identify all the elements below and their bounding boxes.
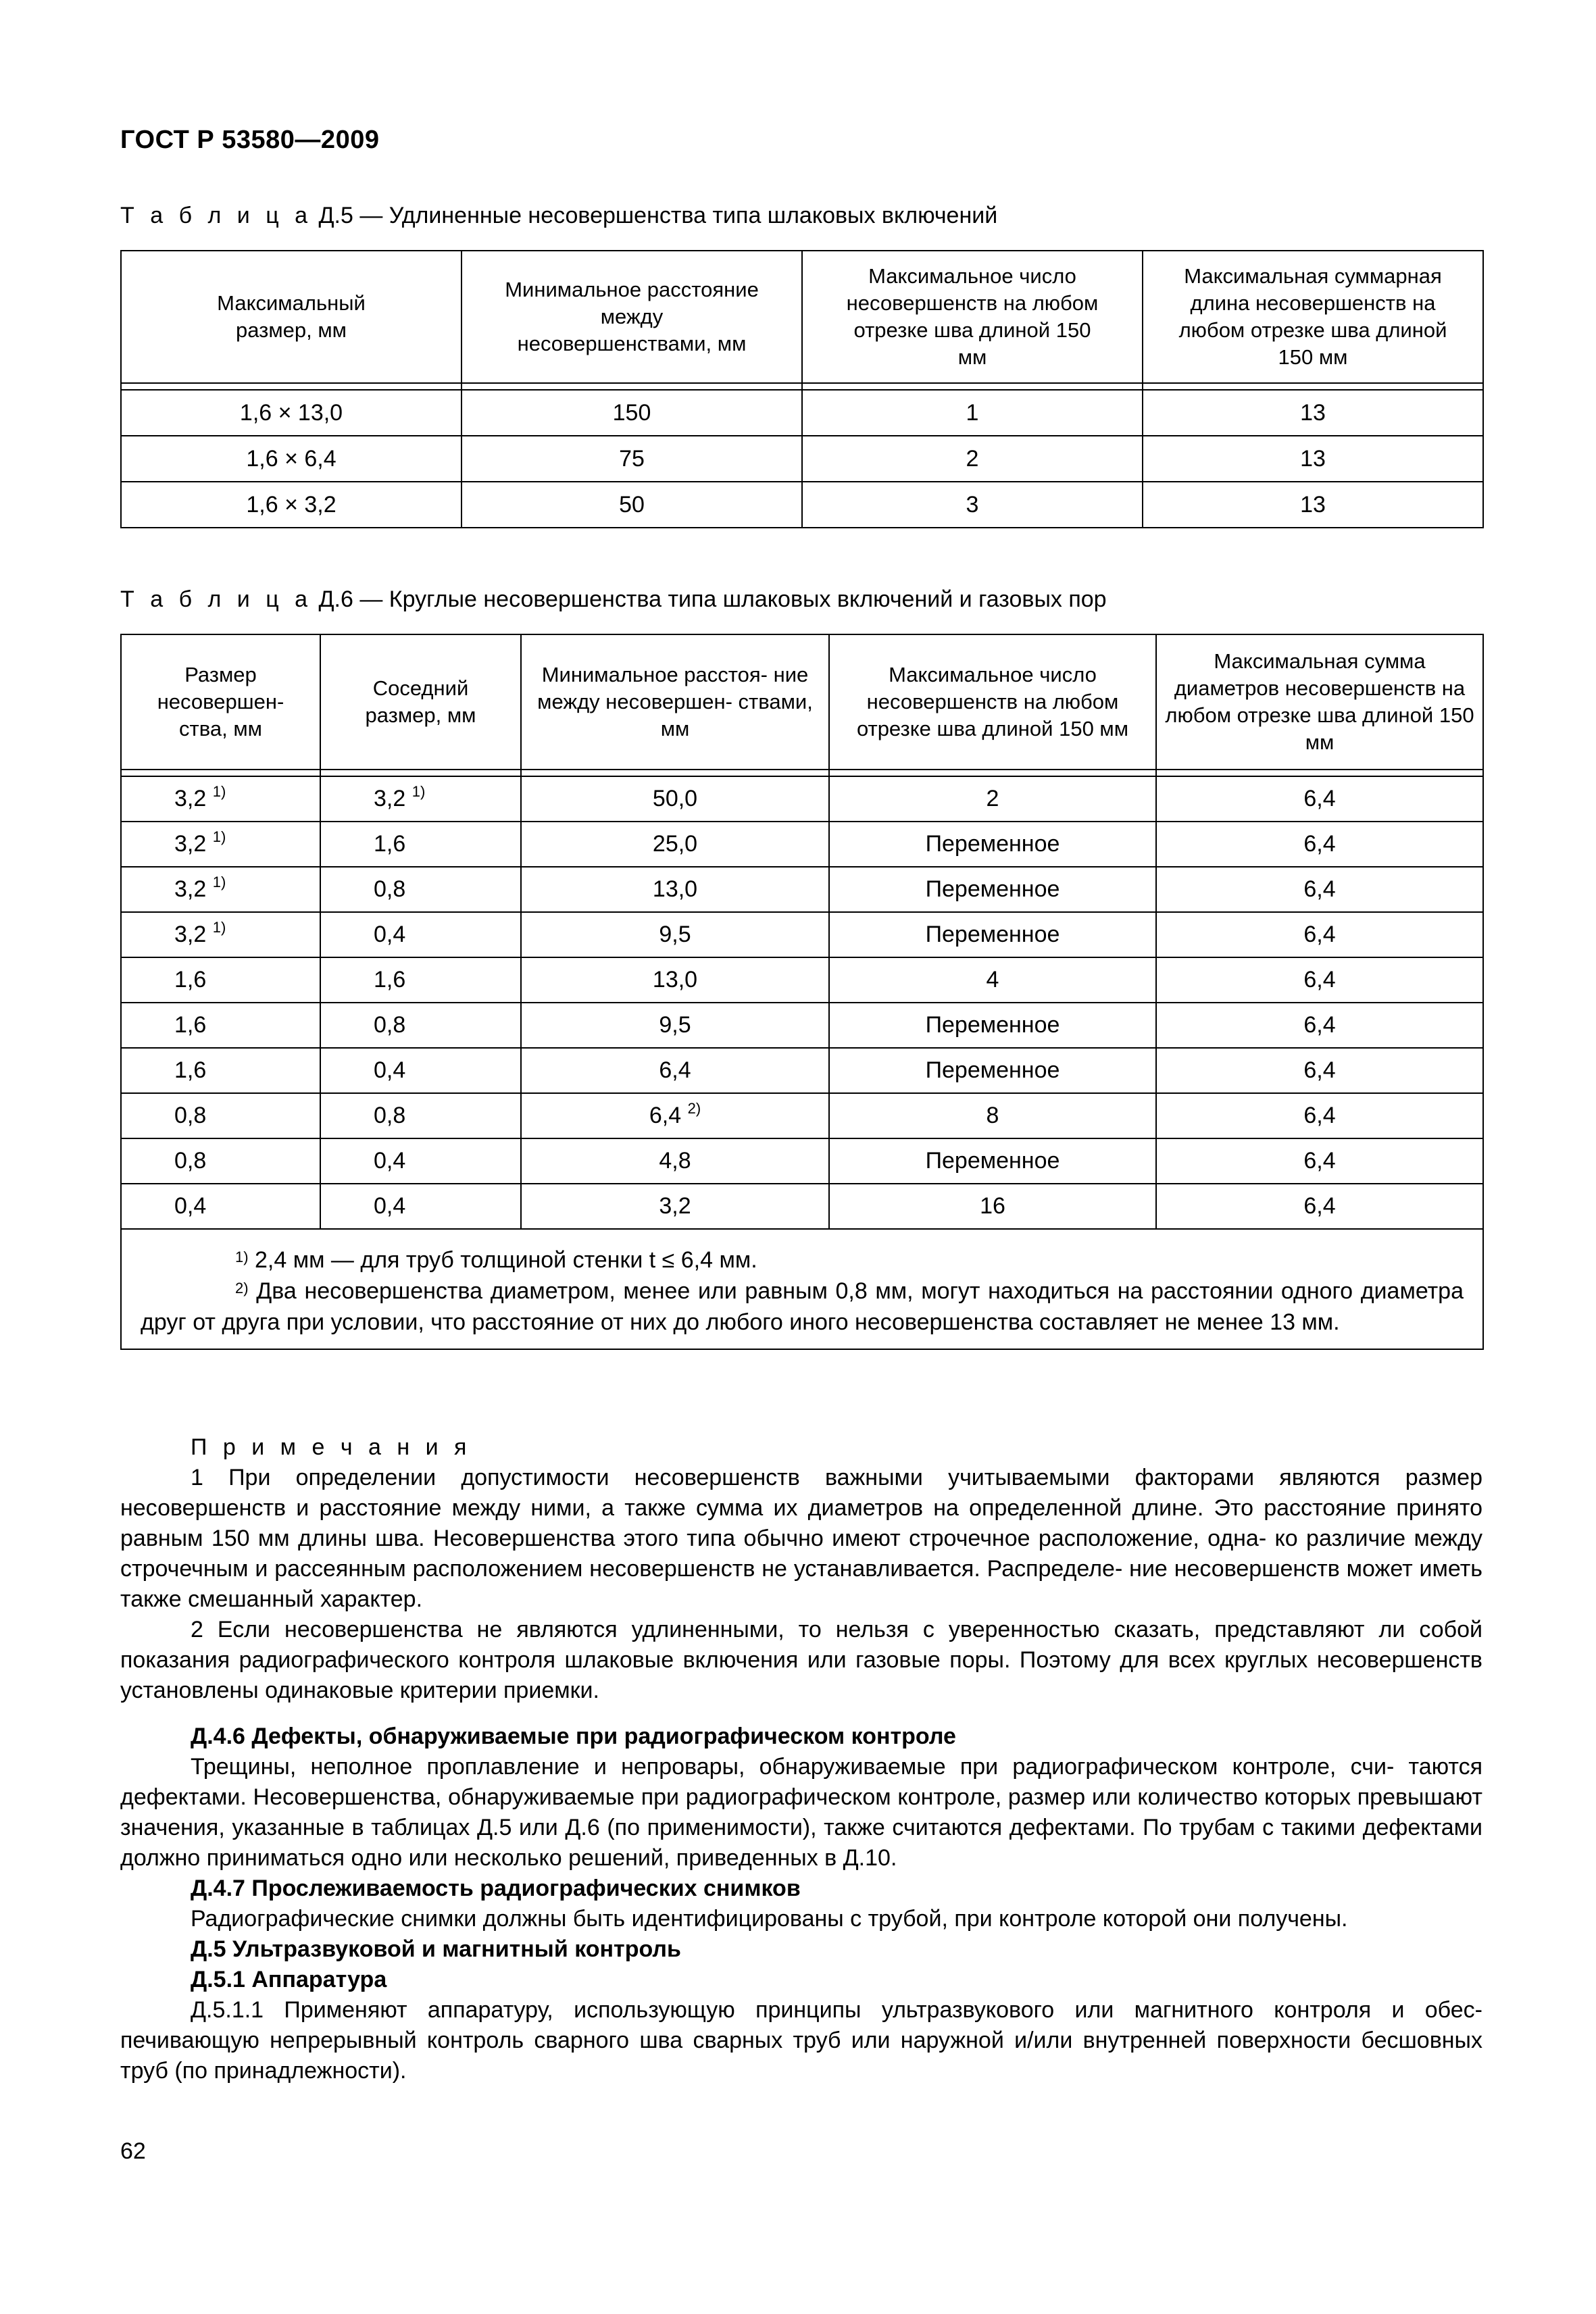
table-cell: 6,4 <box>1156 1048 1483 1093</box>
table-d6 <box>120 634 1484 1350</box>
table-cell: 75 <box>462 436 802 482</box>
table-cell: 16 <box>829 1184 1156 1229</box>
table-cell: 3,2 <box>521 1184 829 1229</box>
table-cell: 13 <box>1143 390 1483 436</box>
section-heading: Д.4.7 Прослеживаемость радиографических снимков <box>191 1876 801 1901</box>
table-cell: 6,4 <box>1156 867 1483 912</box>
table-cell: 0,8 <box>121 1138 320 1184</box>
section-paragraph: Трещины, неполное проплавление и непровары, обнаруживаемые при радиографическом контроле, счи- таются дефектами. Несовершенства, обнаруживаемые при радиографическом контроле, размер или количество которых превышают значения, указанные в таблицах Д.5 или Д.6 (по применимости), также считаются дефектами. По трубам с такими дефектами должно приниматься одно или несколько решений, приведенных в Д.10. <box>120 1754 1482 1871</box>
table-cell: 13,0 <box>521 867 829 912</box>
section-heading: Д.5 Ультразвуковой и магнитный контроль <box>191 1936 681 1962</box>
table-row <box>121 1184 1483 1229</box>
table-cell: 13,0 <box>521 957 829 1003</box>
table-cell: 8 <box>829 1093 1156 1138</box>
table-cell: 6,4 <box>1156 1184 1483 1229</box>
note-item: 1 При определении допустимости несовершенств важными учитываемыми факторами являются размер несовершенств и расстояние между ними, а также сумма их диаметров на определенной длине. Это расстояние принято равным 150 мм длины шва. Несовершенства этого типа обычно имеют строчечное расположение, одна- ко различие между строчечным и рассеянным расположением несовершенств не устанавливается. Распределе- ние несовершенств может иметь также смешанный характер. <box>120 1465 1482 1612</box>
body-sections <box>120 1721 1482 2086</box>
table-cell: 6,4 <box>521 1048 829 1093</box>
table6-body <box>121 776 1483 1229</box>
table-cell: Переменное <box>829 822 1156 867</box>
table-cell: 1,6 <box>121 1048 320 1093</box>
table6-header-cell: Максимальное число несовершенств на любом отрезке шва длиной 150 мм <box>829 634 1156 770</box>
table-row <box>121 776 1483 822</box>
table5-header-cell: Минимальное расстояние между несовершенствами, мм <box>462 251 802 383</box>
table-cell: 3,2 $^{1)}$ <box>121 912 320 957</box>
table-row <box>121 1093 1483 1138</box>
table-cell: 6,4 <box>1156 822 1483 867</box>
table5-header-cell: Максимальная суммарная длина несовершенств на любом отрезке шва длиной 150 мм <box>1143 251 1483 383</box>
table-cell: 13 <box>1143 436 1483 482</box>
section-heading: Д.5.1 Аппаратура <box>191 1967 387 1992</box>
table6-header-cell: Минимальное расстоя- ние между несовершен- ствами, мм <box>521 634 829 770</box>
table-cell: 0,8 <box>320 1003 521 1048</box>
table-cell: 0,4 <box>320 1048 521 1093</box>
table-cell: 3,2 $^{1)}$ <box>121 776 320 822</box>
table-cell: Переменное <box>829 1048 1156 1093</box>
table-cell: 9,5 <box>521 912 829 957</box>
table-row <box>121 1138 1483 1184</box>
table-row <box>121 912 1483 957</box>
table-row <box>121 482 1483 528</box>
table6-separator <box>121 770 1483 776</box>
table-cell: 13 <box>1143 482 1483 528</box>
table-cell: 6,4 <box>1156 1138 1483 1184</box>
table-cell: 4 <box>829 957 1156 1003</box>
notes-block <box>120 1432 1482 1706</box>
table-d5 <box>120 250 1484 528</box>
table6-caption <box>120 586 1107 613</box>
table-cell: 0,8 <box>320 1093 521 1138</box>
table-cell: Переменное <box>829 1003 1156 1048</box>
table-cell: 6,4 <box>1156 776 1483 822</box>
document-code: ГОСТ Р 53580—2009 <box>120 126 380 154</box>
table-cell: 2 <box>802 436 1143 482</box>
table6-caption-text: Д.6 — Круглые несовершенства типа шлаковых включений и газовых пор <box>318 586 1107 612</box>
table-cell: Переменное <box>829 912 1156 957</box>
table-cell: 0,8 <box>320 867 521 912</box>
section-paragraph: Радиографические снимки должны быть идентифицированы с трубой, при контроле которой они получены. <box>191 1906 1348 1932</box>
table5-separator <box>121 383 1483 390</box>
table-row <box>121 390 1483 436</box>
table6-footnotes <box>121 1229 1483 1349</box>
table-cell: 9,5 <box>521 1003 829 1048</box>
table-row <box>121 1048 1483 1093</box>
table6-footnotes-row <box>121 1229 1483 1349</box>
table-cell: 50,0 <box>521 776 829 822</box>
table-row <box>121 957 1483 1003</box>
table-cell: 3,2 $^{1)}$ <box>121 822 320 867</box>
table6-header-cell: Соседний размер, мм <box>320 634 521 770</box>
table-row <box>121 436 1483 482</box>
table6-header-cell: Размер несовершен- ства, мм <box>121 634 320 770</box>
table-cell: 0,4 <box>121 1184 320 1229</box>
table6-caption-label: Т а б л и ц а <box>120 586 313 612</box>
table5-caption <box>120 203 997 229</box>
notes-title: П р и м е ч а н и я <box>191 1434 472 1460</box>
table-cell: 6,4 $^{2)}$ <box>521 1093 829 1138</box>
table-cell: Переменное <box>829 1138 1156 1184</box>
table5-header-row <box>121 251 1483 383</box>
table-cell: 1 <box>802 390 1143 436</box>
table-cell: 6,4 <box>1156 1093 1483 1138</box>
table5-header-cell: Максимальное число несовершенств на любом отрезке шва длиной 150 мм <box>802 251 1143 383</box>
table-cell: 0,8 <box>121 1093 320 1138</box>
page-number: 62 <box>120 2138 146 2164</box>
table-cell: Переменное <box>829 867 1156 912</box>
section-heading: Д.4.6 Дефекты, обнаруживаемые при радиографическом контроле <box>191 1724 956 1749</box>
table-cell: 2 <box>829 776 1156 822</box>
table6-header-row <box>121 634 1483 770</box>
table5-caption-text: Д.5 — Удлиненные несовершенства типа шлаковых включений <box>318 203 998 228</box>
table-cell: 1,6 <box>320 957 521 1003</box>
table-row <box>121 822 1483 867</box>
table5-caption-label: Т а б л и ц а <box>120 203 313 228</box>
section-paragraph: Д.5.1.1 Применяют аппаратуру, использующую принципы ультразвукового или магнитного контроля и обес- печивающую непрерывный контроль сварного шва сварных труб или наружной и/или внутренней поверхности бесшовных труб (по принадлежности). <box>120 1997 1482 2084</box>
table-cell: 0,4 <box>320 1184 521 1229</box>
table-cell: 3,2 $^{1)}$ <box>320 776 521 822</box>
table-cell: 1,6 <box>121 1003 320 1048</box>
table-cell: 1,6 × 6,4 <box>121 436 462 482</box>
table-cell: 25,0 <box>521 822 829 867</box>
table-row <box>121 1003 1483 1048</box>
table-cell: 150 <box>462 390 802 436</box>
table-cell: 0,4 <box>320 912 521 957</box>
table-cell: 0,4 <box>320 1138 521 1184</box>
table-cell: 1,6 <box>121 957 320 1003</box>
table-cell: 4,8 <box>521 1138 829 1184</box>
table-cell: 50 <box>462 482 802 528</box>
note-item: 2 Если несовершенства не являются удлиненными, то нельзя с уверенностью сказать, представляют ли собой показания радиографического контроля шлаковые включения или газовые поры. Поэтому для всех круглых несовершенств установлены одинаковые критерии приемки. <box>120 1617 1482 1703</box>
table5-header-cell: Максимальный размер, мм <box>121 251 462 383</box>
table-cell: 1,6 × 3,2 <box>121 482 462 528</box>
footnote-1: $^{1)}$ 2,4 мм — для труб толщиной стенки t ≤ 6,4 мм. <box>235 1247 757 1273</box>
footnote-2: $^{2)}$ Два несовершенства диаметром, менее или равным 0,8 мм, могут находиться на расстоянии одного диаметра друг от друга при условии, что расстояние от них до любого иного несовершенства составляет не менее 13 мм. <box>141 1278 1464 1335</box>
table-cell: 6,4 <box>1156 912 1483 957</box>
table6-header-cell: Максимальная сумма диаметров несовершенств на любом отрезке шва длиной 150 мм <box>1156 634 1483 770</box>
table-cell: 3 <box>802 482 1143 528</box>
table-cell: 1,6 × 13,0 <box>121 390 462 436</box>
table-row <box>121 867 1483 912</box>
table-cell: 1,6 <box>320 822 521 867</box>
table-cell: 6,4 <box>1156 957 1483 1003</box>
table-cell: 6,4 <box>1156 1003 1483 1048</box>
table-cell: 3,2 $^{1)}$ <box>121 867 320 912</box>
